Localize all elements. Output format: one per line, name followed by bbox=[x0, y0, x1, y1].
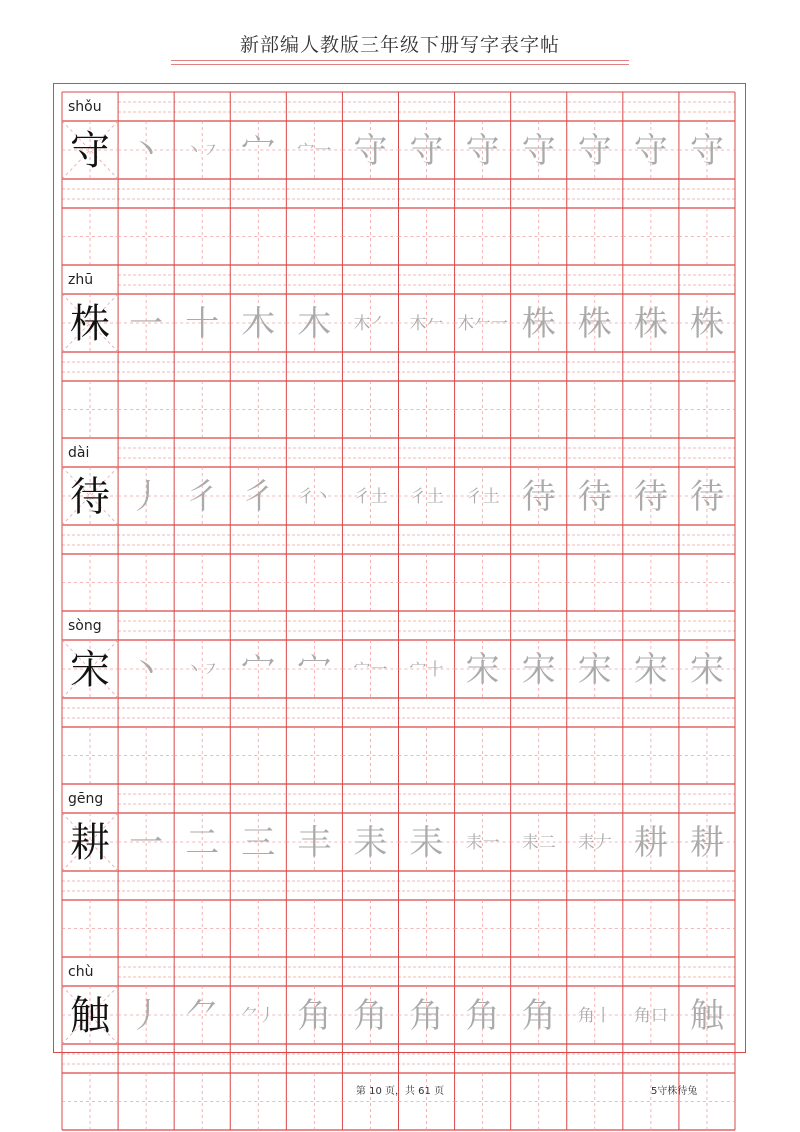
model-character: 耕 bbox=[70, 820, 111, 866]
stroke-step-glyph: 宋 bbox=[465, 650, 500, 690]
stroke-step-glyph: 角口 bbox=[633, 1006, 668, 1026]
stroke-step-glyph: 宀 bbox=[241, 131, 276, 171]
stroke-step-glyph: 彳 bbox=[241, 477, 276, 517]
stroke-step-glyph: 守 bbox=[409, 131, 444, 171]
stroke-step-glyph: ⺈丿 bbox=[241, 1006, 276, 1026]
stroke-step-glyph: 宋 bbox=[577, 650, 612, 690]
stroke-step-glyph: 木𠂉一 bbox=[457, 314, 509, 334]
stroke-step-glyph: 木 bbox=[297, 304, 332, 344]
stroke-step-glyph: 耕 bbox=[633, 823, 668, 863]
stroke-step-glyph: 彳土 bbox=[353, 487, 388, 507]
stroke-step-glyph: 株 bbox=[689, 304, 724, 344]
stroke-step-glyph: 丶 bbox=[129, 131, 164, 171]
stroke-step-glyph: 株 bbox=[577, 304, 612, 344]
pinyin-label: dài bbox=[68, 445, 90, 461]
stroke-step-glyph: 丿 bbox=[129, 996, 164, 1036]
stroke-step-glyph: 耕 bbox=[689, 823, 724, 863]
stroke-step-glyph: 角 bbox=[521, 996, 556, 1036]
stroke-step-glyph: 丿 bbox=[129, 477, 164, 517]
stroke-step-glyph: 守 bbox=[353, 131, 388, 171]
stroke-step-glyph: 株 bbox=[521, 304, 556, 344]
stroke-step-glyph: 株 bbox=[633, 304, 668, 344]
stroke-step-glyph: 触 bbox=[689, 996, 724, 1036]
stroke-step-glyph: 角 bbox=[353, 996, 388, 1036]
stroke-step-glyph: 丰 bbox=[297, 823, 332, 863]
stroke-step-glyph: 一 bbox=[129, 304, 164, 344]
model-character: 株 bbox=[70, 301, 111, 347]
stroke-step-glyph: 彳土 bbox=[409, 487, 444, 507]
stroke-step-glyph: 丶㇇ bbox=[185, 141, 220, 161]
stroke-step-glyph: 角丨 bbox=[577, 1006, 612, 1026]
stroke-step-glyph: 耒 bbox=[409, 823, 444, 863]
stroke-step-glyph: 三 bbox=[241, 823, 276, 863]
stroke-step-glyph: ⺈ bbox=[185, 996, 220, 1036]
stroke-step-glyph: 宀 bbox=[241, 650, 276, 690]
stroke-step-glyph: 十 bbox=[185, 304, 220, 344]
stroke-step-glyph: 待 bbox=[689, 477, 724, 517]
stroke-step-glyph: 宀一 bbox=[353, 660, 388, 680]
stroke-step-glyph: 丶 bbox=[129, 650, 164, 690]
stroke-step-glyph: 宀十 bbox=[409, 660, 444, 680]
pinyin-label: chù bbox=[68, 964, 94, 980]
page-title: 新部编人教版三年级下册写字表字帖 bbox=[239, 34, 560, 56]
stroke-step-glyph: 待 bbox=[577, 477, 612, 517]
stroke-step-glyph: 耒一 bbox=[465, 833, 500, 853]
stroke-step-glyph: 守 bbox=[689, 131, 724, 171]
pinyin-label: shǒu bbox=[68, 99, 102, 115]
stroke-step-glyph: 耒二 bbox=[521, 833, 556, 853]
stroke-step-glyph: 守 bbox=[633, 131, 668, 171]
stroke-step-glyph: 守 bbox=[577, 131, 612, 171]
stroke-step-glyph: 宀一 bbox=[297, 141, 332, 161]
model-character: 宋 bbox=[70, 647, 111, 693]
stroke-step-glyph: 待 bbox=[633, 477, 668, 517]
stroke-step-glyph: 耒𠂇 bbox=[577, 833, 612, 853]
stroke-step-glyph: 守 bbox=[521, 131, 556, 171]
stroke-step-glyph: 守 bbox=[465, 131, 500, 171]
stroke-step-glyph: 待 bbox=[521, 477, 556, 517]
model-character: 守 bbox=[70, 128, 111, 174]
model-character: 触 bbox=[70, 993, 111, 1039]
stroke-step-glyph: 角 bbox=[409, 996, 444, 1036]
stroke-step-glyph: 彳 bbox=[185, 477, 220, 517]
stroke-step-glyph: 宀 bbox=[297, 650, 332, 690]
stroke-step-glyph: 角 bbox=[297, 996, 332, 1036]
stroke-step-glyph: 宋 bbox=[689, 650, 724, 690]
stroke-step-glyph: 宋 bbox=[521, 650, 556, 690]
stroke-step-glyph: 木 bbox=[241, 304, 276, 344]
stroke-step-glyph: 角 bbox=[465, 996, 500, 1036]
model-character: 待 bbox=[70, 474, 111, 520]
stroke-step-glyph: 丶㇇ bbox=[185, 660, 220, 680]
stroke-step-glyph: 宋 bbox=[633, 650, 668, 690]
stroke-step-glyph: 彳土 bbox=[465, 487, 500, 507]
pinyin-label: sòng bbox=[68, 618, 102, 634]
page-number: 第 10 页，共 61 页 bbox=[355, 1086, 445, 1097]
stroke-step-glyph: 一 bbox=[129, 823, 164, 863]
pinyin-label: gēng bbox=[68, 791, 104, 807]
stroke-step-glyph: 耒 bbox=[353, 823, 388, 863]
stroke-step-glyph: 彳丶 bbox=[297, 487, 332, 507]
stroke-step-glyph: 二 bbox=[185, 823, 220, 863]
lesson-title: 5守株待兔 bbox=[651, 1086, 698, 1097]
stroke-step-glyph: 木𠂉 bbox=[409, 314, 444, 334]
stroke-step-glyph: 木㇒ bbox=[353, 314, 388, 334]
pinyin-label: zhū bbox=[68, 272, 94, 288]
